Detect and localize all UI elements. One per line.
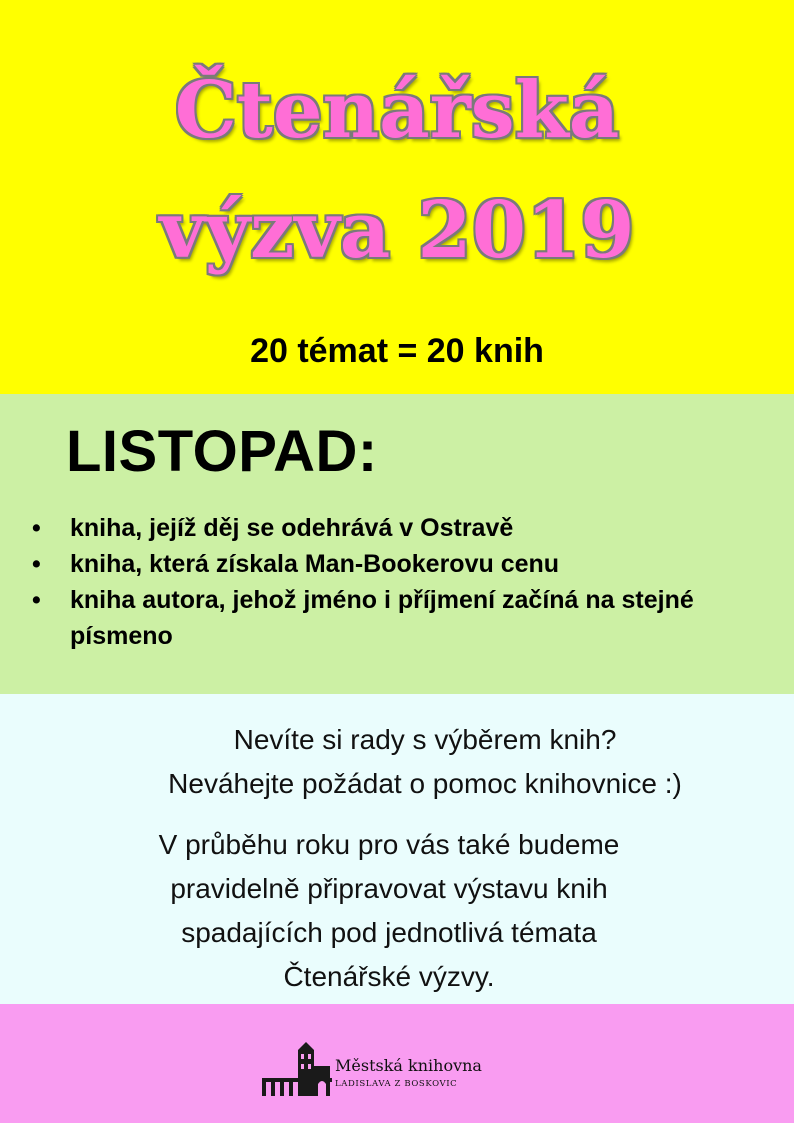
exhibit-line: pravidelně připravovat výstavu knih <box>170 873 608 904</box>
month-heading: LISTOPAD: <box>66 419 378 484</box>
help-text <box>28 718 794 806</box>
poster-title-line-2: výzva 2019 <box>159 185 635 276</box>
exhibit-text <box>0 823 786 999</box>
help-line: Nevíte si rady s výběrem knih? <box>233 724 617 755</box>
exhibit-line: spadajících pod jednotlivá témata <box>181 917 597 948</box>
topic-item: • kniha, která získala Man-Bookerovu cenu <box>32 546 772 582</box>
library-name: Městská knihovna <box>335 1056 482 1075</box>
library-tower-icon <box>262 1040 332 1100</box>
topic-item: • kniha, jejíž děj se odehrává v Ostravě <box>32 510 772 546</box>
library-logo <box>262 1040 522 1100</box>
topic-list <box>32 510 772 654</box>
topic-item: • kniha autora, jehož jméno i příjmení začíná na stejné písmeno <box>32 582 772 654</box>
poster-title-line-1: Čtenářská <box>174 65 620 156</box>
poster-subtitle: 20 témat = 20 knih <box>250 332 544 370</box>
help-line: Neváhejte požádat o pomoc knihovnice :) <box>168 768 682 799</box>
library-subtitle: LADISLAVA Z BOSKOVIC <box>335 1079 458 1089</box>
exhibit-line: Čtenářské výzvy. <box>283 961 495 992</box>
exhibit-line: V průběhu roku pro vás také budeme <box>158 829 620 860</box>
